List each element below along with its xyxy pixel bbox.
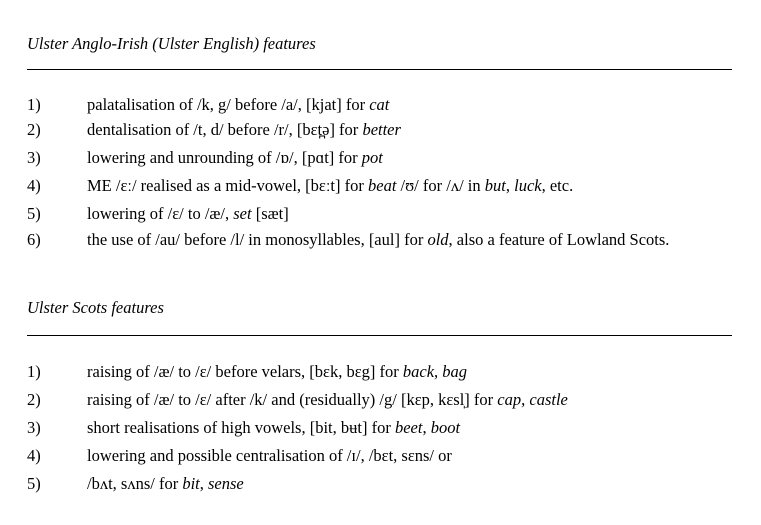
example-word: set <box>233 204 252 223</box>
item-text-segment: , <box>521 390 530 409</box>
item-text-segment: short realisations of high vowels, [bit, bʉt] for <box>87 418 395 437</box>
item-text-segment: dentalisation of /t, d/ before /r/, [bɛt̪ə] for <box>87 120 363 139</box>
item-number: 2) <box>27 390 41 409</box>
item-text-segment: palatalisation of /k, g/ before /a/, [kjat] for <box>87 95 370 114</box>
item-text-segment: lowering of /ɛ/ to /æ/, <box>87 204 234 223</box>
divider <box>27 69 732 70</box>
item-number: 5) <box>27 204 41 223</box>
example-word: beet <box>394 418 423 437</box>
example-word: bit <box>182 474 200 493</box>
item-number: 1) <box>27 362 41 381</box>
divider <box>27 335 732 336</box>
item-text-segment: , <box>422 418 431 437</box>
section-title: Ulster Anglo-Irish (Ulster English) features <box>27 34 316 53</box>
item-text <box>87 94 732 116</box>
item-text <box>87 175 732 197</box>
item-text <box>87 147 732 169</box>
item-text <box>87 445 732 467</box>
item-number: 6) <box>27 230 41 249</box>
item-text-segment: the use of /au/ before /l/ in monosyllables, [aul] for <box>87 230 428 249</box>
item-text-segment: , also a feature of Lowland Scots. <box>448 230 670 249</box>
item-text <box>87 203 732 225</box>
item-text-segment: raising of /æ/ to /ɛ/ before velars, [bɛk, bɛg] for <box>87 362 403 381</box>
example-word: castle <box>529 390 568 409</box>
item-text-segment: lowering and unrounding of /ɒ/, [pɑt] for <box>87 148 362 167</box>
example-word: cap <box>497 390 522 409</box>
item-number: 3) <box>27 418 41 437</box>
example-word: old <box>427 230 449 249</box>
item-text-segment: raising of /æ/ to /ɛ/ after /k/ and (residually) /g/ [kɛp, kɛsl̩] for <box>87 390 498 409</box>
item-text-segment: lowering and possible centralisation of /ɪ/, /bɛt, sɛns/ or <box>87 446 452 465</box>
example-word: boot <box>430 418 461 437</box>
example-word: sense <box>208 474 244 493</box>
item-text-segment: , <box>505 176 515 195</box>
section-title: Ulster Scots features <box>27 298 164 317</box>
example-word: beat <box>368 176 397 195</box>
item-text <box>87 389 732 411</box>
item-text-segment: , etc. <box>541 176 574 195</box>
item-number: 2) <box>27 120 41 139</box>
item-text-segment: [sæt] <box>251 204 289 223</box>
item-text-segment: , <box>199 474 209 493</box>
item-text <box>87 473 732 495</box>
example-word: but <box>484 176 506 195</box>
item-text-segment: /bʌt, sʌns/ for <box>87 474 183 493</box>
item-number: 3) <box>27 148 41 167</box>
example-word: pot <box>361 148 383 167</box>
item-text-segment: /ʊ/ for /ʌ/ in <box>396 176 485 195</box>
example-word: cat <box>369 95 390 114</box>
example-word: back <box>402 362 435 381</box>
item-text <box>87 119 732 141</box>
item-text <box>87 417 732 439</box>
item-number: 4) <box>27 446 41 465</box>
example-word: better <box>362 120 401 139</box>
item-text-segment: ME /ɛː/ realised as a mid-vowel, [bɛːt] for <box>87 176 368 195</box>
item-number: 4) <box>27 176 41 195</box>
item-number: 1) <box>27 95 41 114</box>
item-text <box>87 229 732 251</box>
example-word: luck <box>514 176 542 195</box>
item-text <box>87 361 732 383</box>
example-word: bag <box>442 362 468 381</box>
item-text-segment: , <box>434 362 443 381</box>
item-number: 5) <box>27 474 41 493</box>
